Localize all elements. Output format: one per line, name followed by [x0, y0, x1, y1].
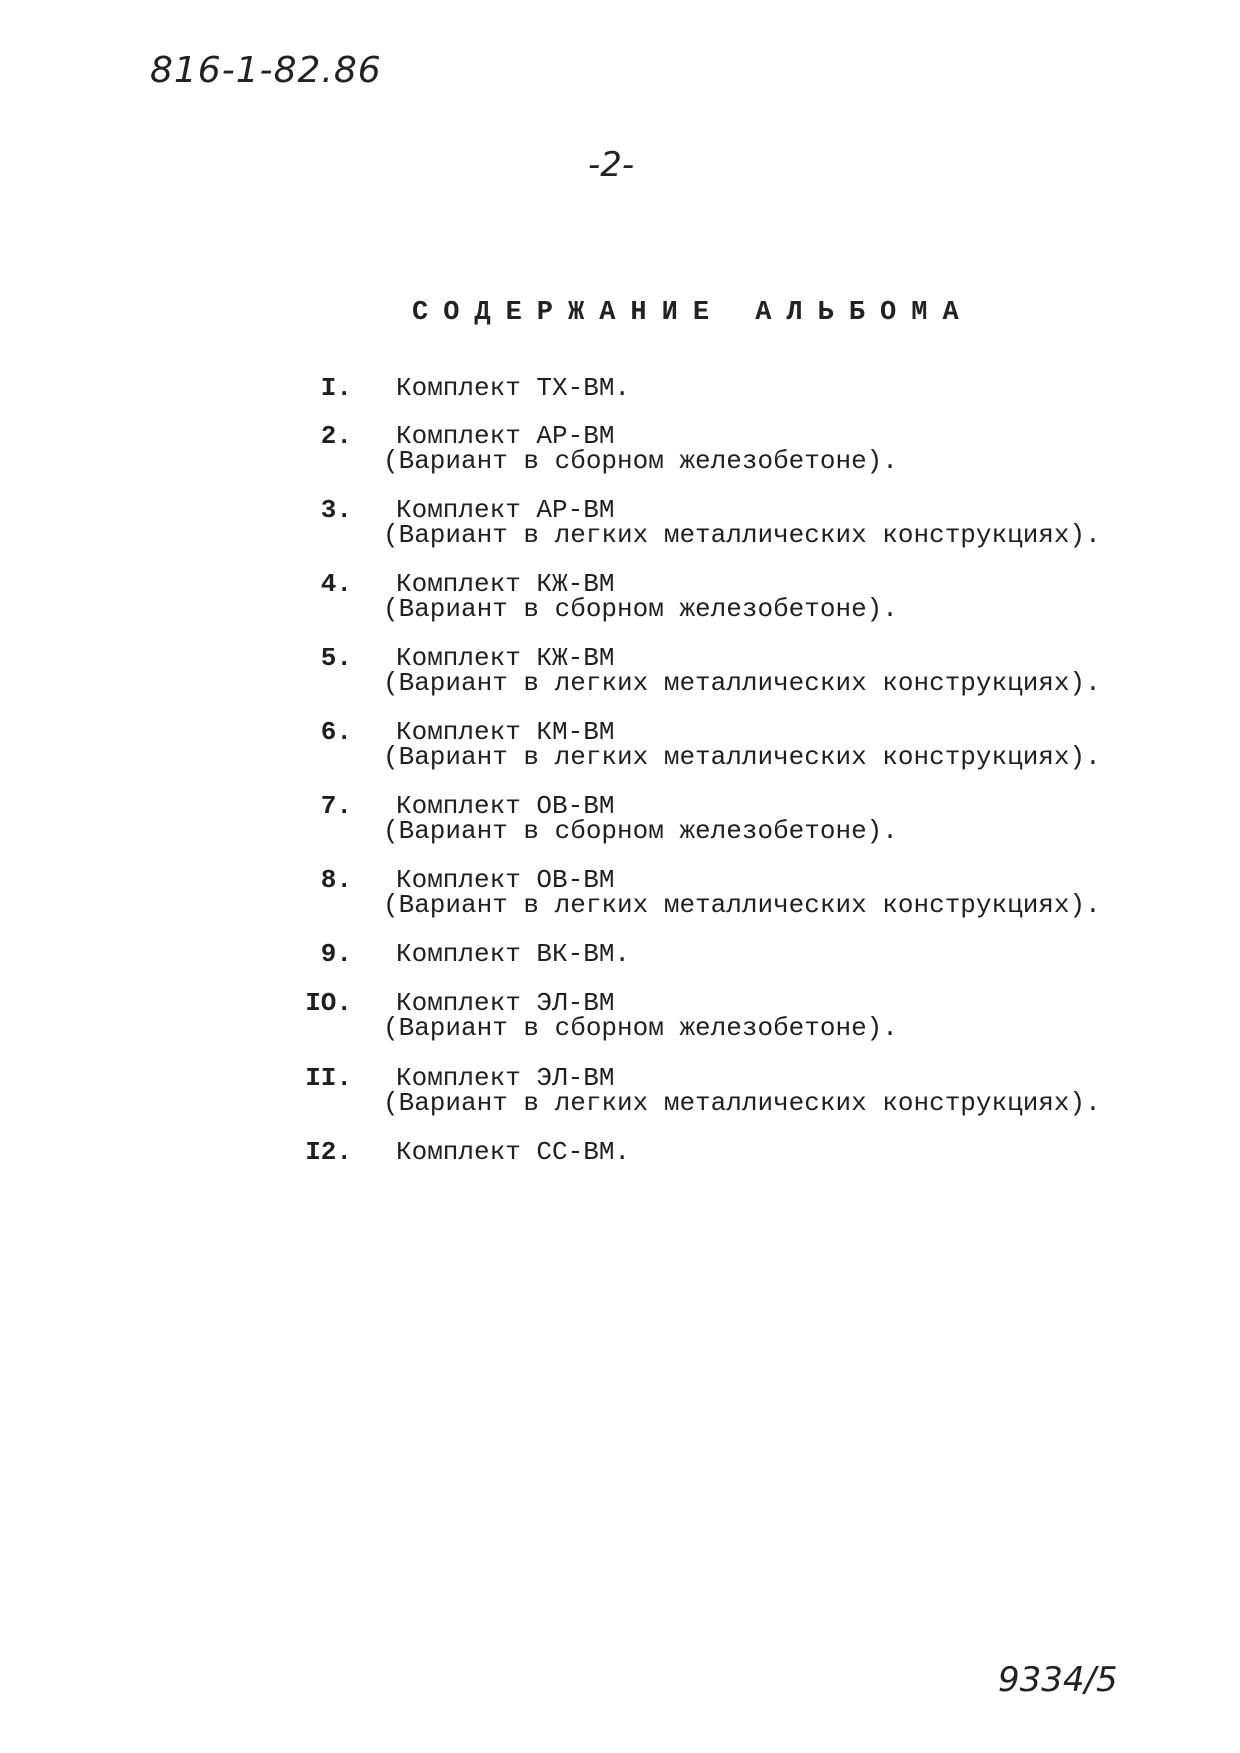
toc-item-subtitle: (Вариант в легких металлических конструкциях).: [383, 742, 1101, 772]
toc-item-title: Комплект КМ-ВМ: [396, 717, 615, 747]
toc-item-title: Комплект АР-ВМ: [396, 421, 615, 451]
handwritten-inventory-number: 9334/5: [998, 1660, 1118, 1700]
page-title: СОДЕРЖАНИЕ АЛЬБОМА: [412, 298, 974, 328]
toc-item-number: 7.: [320, 791, 352, 821]
toc-item-title: Комплект ВК-ВМ.: [396, 939, 631, 969]
toc-item-number: 9.: [320, 939, 352, 969]
toc-item-title: Комплект КЖ-ВМ: [396, 643, 615, 673]
toc-item-number: II.: [305, 1063, 352, 1093]
toc-item-number: 6.: [320, 717, 352, 747]
toc-item-subtitle: (Вариант в легких металлических конструкциях).: [383, 890, 1101, 920]
toc-item-number: 3.: [320, 495, 352, 525]
toc-item-number: 8.: [320, 865, 352, 895]
toc-item-subtitle: (Вариант в сборном железобетоне).: [383, 1013, 898, 1043]
toc-item-title: Комплект ТХ-ВМ.: [396, 373, 631, 403]
toc-item-subtitle: (Вариант в легких металлических конструкциях).: [383, 1088, 1101, 1118]
toc-item-number: 2.: [320, 421, 352, 451]
toc-item-subtitle: (Вариант в сборном железобетоне).: [383, 594, 898, 624]
page-number: -2-: [588, 145, 635, 185]
toc-item-title: Комплект ОВ-ВМ: [396, 791, 615, 821]
toc-item-title: Комплект КЖ-ВМ: [396, 569, 615, 599]
toc-item-title: Комплект ЭЛ-ВМ: [396, 988, 615, 1018]
toc-item-subtitle: (Вариант в легких металлических конструкциях).: [383, 520, 1101, 550]
toc-item-title: Комплект ЭЛ-ВМ: [396, 1063, 615, 1093]
toc-item-subtitle: (Вариант в легких металлических конструкциях).: [383, 668, 1101, 698]
toc-item-title: Комплект АР-ВМ: [396, 495, 615, 525]
toc-item-number: IO.: [305, 988, 352, 1018]
toc-item-number: 4.: [320, 569, 352, 599]
toc-item-subtitle: (Вариант в сборном железобетоне).: [383, 446, 898, 476]
toc-item-number: I.: [320, 373, 352, 403]
document-code: 816-1-82.86: [150, 50, 382, 91]
toc-item-number: I2.: [305, 1137, 352, 1167]
toc-item-subtitle: (Вариант в сборном железобетоне).: [383, 816, 898, 846]
toc-item-number: 5.: [320, 643, 352, 673]
toc-item-title: Комплект СС-ВМ.: [396, 1137, 631, 1167]
toc-item-title: Комплект ОВ-ВМ: [396, 865, 615, 895]
